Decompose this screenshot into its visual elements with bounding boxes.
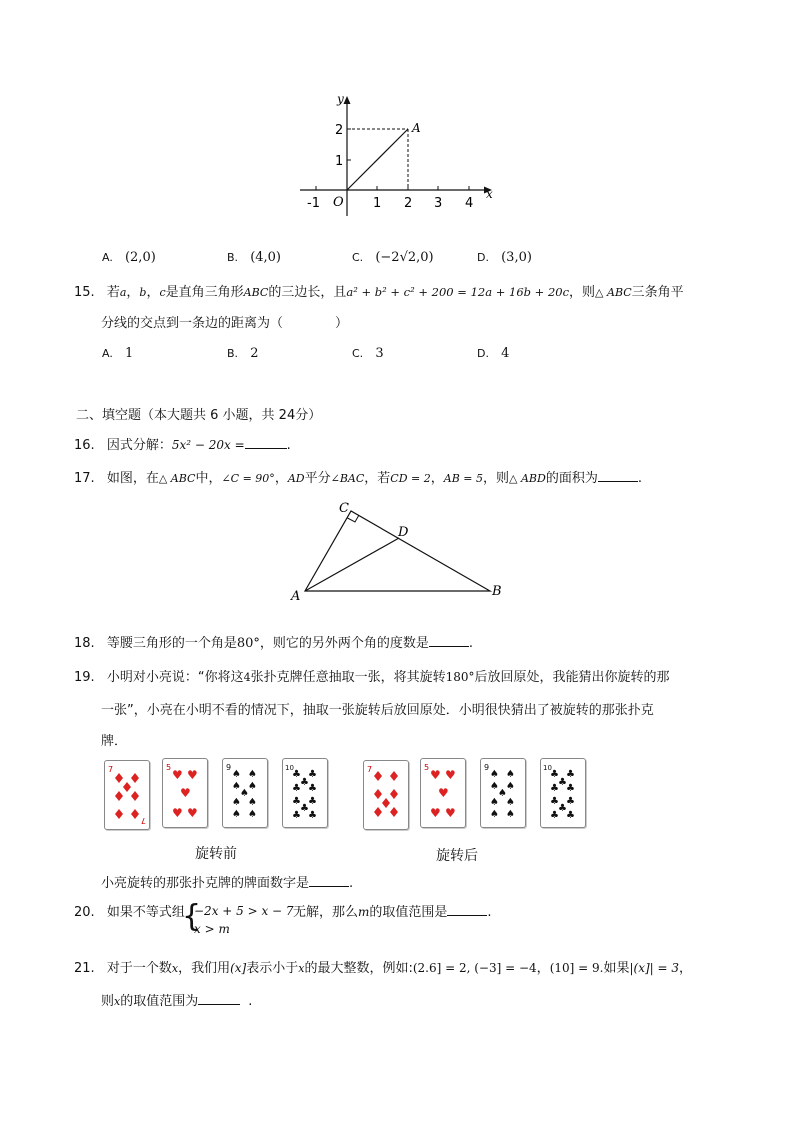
playing-card-7-diamonds-rotated [363, 760, 409, 830]
q20-text: 如果不等式组 [106, 905, 185, 920]
option-value: 4 [501, 346, 510, 361]
q15-option-a [102, 346, 133, 361]
card-rank: 7 [108, 765, 114, 774]
q21-end: . [248, 994, 253, 1009]
q17-text: ，则 [483, 471, 510, 486]
q21-text: 的取值范围为 [120, 994, 199, 1009]
card-rank: 10 [285, 764, 294, 772]
svg-text:♥: ♥ [180, 786, 191, 800]
q17-text: 中， [195, 471, 222, 486]
q21-example: (2.6] = 2, (−3] = −4 [412, 961, 537, 975]
playing-card-9-spades-after [480, 758, 526, 828]
card-rank: 5 [166, 763, 172, 772]
svg-text:♠: ♠ [248, 809, 257, 820]
card-rank: 7 [367, 765, 373, 774]
x-axis-label: x [486, 187, 493, 201]
q21-text: 表示小于 [246, 961, 299, 976]
q19-text: 后放回原处，我能猜出你旋转的那 [474, 670, 670, 685]
q21-example: (10] = 9. [549, 961, 604, 975]
svg-text:♠: ♠ [490, 797, 499, 808]
q14-option-c [352, 250, 434, 265]
option-letter: B. [227, 251, 239, 264]
option-value: (4,0) [250, 250, 282, 265]
svg-text:♠: ♠ [490, 769, 499, 780]
q19-number: 180° [445, 670, 475, 684]
q17-text: ， [430, 471, 444, 486]
svg-text:♣: ♣ [558, 777, 567, 788]
answer-blank[interactable] [245, 436, 287, 449]
origin-label: O [333, 195, 344, 210]
q21-text: 如果 [603, 961, 630, 976]
svg-text:♥: ♥ [438, 786, 449, 800]
triangle-abc: △ ABC [595, 286, 632, 299]
answer-blank[interactable] [447, 903, 487, 916]
svg-text:♣: ♣ [308, 769, 317, 780]
inequality-brace: { [182, 899, 202, 934]
q20-text: 无解，那么 [293, 905, 359, 920]
svg-text:♥: ♥ [187, 806, 198, 820]
vertex-a-label: A [291, 589, 301, 604]
var-x: x [114, 995, 121, 1008]
q15-text: 三条角平 [631, 285, 684, 300]
option-letter: A. [102, 251, 113, 264]
svg-text:♣: ♣ [292, 783, 301, 794]
q21-text: ， [679, 961, 693, 976]
option-letter: D. [477, 251, 489, 264]
y-tick-label: 1 [335, 154, 344, 169]
q21-notation: (x] [230, 961, 247, 975]
svg-text:♣: ♣ [300, 803, 309, 814]
q21-text: ， [536, 961, 550, 976]
svg-text:♣: ♣ [308, 810, 317, 821]
svg-text:♣: ♣ [292, 769, 301, 780]
q17-math: CD = 2 [390, 472, 431, 485]
svg-text:♣: ♣ [550, 796, 559, 807]
question-number: 17. [74, 471, 95, 486]
q19-line3: 牌． [101, 734, 128, 749]
var-x: x [298, 962, 305, 975]
q19-question [101, 872, 353, 891]
caption-after-rotation: 旋转后 [436, 848, 478, 864]
svg-text:♠: ♠ [232, 769, 241, 780]
svg-text:♠: ♠ [240, 788, 249, 799]
svg-text:♠: ♠ [506, 781, 515, 792]
svg-text:♣: ♣ [566, 783, 575, 794]
q20-end: . [487, 905, 492, 920]
coordinate-graph [295, 88, 505, 218]
svg-text:♣: ♣ [292, 796, 301, 807]
q21-condition: |(x]| = 3 [629, 961, 680, 975]
playing-card-10-clubs-after [540, 758, 586, 828]
q18-angle: 80° [236, 636, 260, 651]
svg-text:♣: ♣ [550, 783, 559, 794]
option-value: (3,0) [501, 250, 532, 265]
q14-option-b [227, 250, 281, 265]
q17-text: 平分 [304, 471, 331, 486]
q21-text: 则 [101, 994, 115, 1009]
q17-math: △ ABC [158, 472, 196, 485]
x-tick-label: 3 [434, 196, 443, 211]
q19-ask: 小亮旋转的那张扑克牌的牌面数字是 [101, 876, 310, 891]
svg-text:♣: ♣ [292, 810, 301, 821]
option-letter: C. [352, 347, 364, 360]
svg-text:♣: ♣ [566, 810, 575, 821]
svg-text:♣: ♣ [300, 777, 309, 788]
playing-card-9-spades [222, 758, 268, 828]
svg-text:♠: ♠ [232, 809, 241, 820]
q21-text: ，我们用 [178, 961, 231, 976]
inequality-2: x > m [194, 922, 230, 936]
q21-line2 [101, 990, 252, 1009]
option-value: (−2√2,0) [375, 250, 434, 265]
option-letter: D. [477, 347, 489, 360]
svg-text:♠: ♠ [248, 781, 257, 792]
answer-blank[interactable] [198, 992, 240, 1005]
q18-text: 等腰三角形的一个角是 [106, 636, 237, 651]
q16 [74, 434, 291, 453]
q17-text: ，若 [364, 471, 391, 486]
x-tick-label: -1 [307, 196, 320, 211]
svg-text:♠: ♠ [506, 809, 515, 820]
option-value: (2,0) [124, 250, 156, 265]
var-x: x [171, 962, 179, 975]
q17-math: AD [287, 472, 305, 485]
q18-text: ，则它的另外两个角的度数是 [259, 636, 429, 651]
svg-text:♥: ♥ [445, 768, 456, 782]
q17-text: ， [274, 471, 288, 486]
q17-text: 的面积为 [545, 471, 598, 486]
q15-option-d [477, 346, 509, 361]
svg-text:♥: ♥ [430, 768, 441, 782]
svg-text:♠: ♠ [248, 769, 257, 780]
q15-line2: 分线的交点到一条边的距离为（ ） [101, 316, 349, 331]
vertex-c-label: C [339, 501, 349, 516]
q17-math: △ ABD [509, 472, 546, 485]
svg-text:♥: ♥ [430, 806, 441, 820]
point-d-label: D [398, 525, 409, 540]
q15-option-c [352, 346, 384, 361]
option-value: 2 [250, 346, 259, 361]
svg-text:♠: ♠ [490, 781, 499, 792]
option-value: 1 [124, 346, 134, 361]
triangle-abc: ABC [243, 286, 269, 299]
q15-line1 [74, 281, 684, 304]
q19-number: 4 [243, 671, 251, 684]
card-rank: 9 [226, 763, 232, 772]
q14-option-d [477, 250, 532, 265]
q17 [74, 467, 642, 486]
q15-text: 若 [106, 285, 120, 300]
q17-end: . [637, 471, 642, 486]
section-heading: 二、填空题（本大题共 6 小题，共 24分） [76, 408, 322, 423]
answer-blank[interactable] [309, 874, 349, 887]
q21-text: 的最大整数，例如: [304, 961, 413, 976]
q15-text: ， [146, 285, 160, 300]
q20 [74, 901, 185, 920]
question-number: 21. [74, 961, 95, 976]
q14-option-a [102, 250, 156, 265]
q19-line2: 一张”，小亮在小明不看的情况下，抽取一张旋转后放回原处．小明很快猜出了被旋转的那张扑克 [101, 703, 654, 718]
vertex-b-label: B [492, 584, 502, 599]
option-letter: B. [227, 347, 239, 360]
q21-line1 [74, 957, 692, 976]
question-number: 16. [74, 438, 95, 453]
svg-text:♣: ♣ [308, 796, 317, 807]
x-tick-label: 4 [465, 196, 474, 211]
svg-text:♣: ♣ [550, 810, 559, 821]
q19-end: . [349, 876, 354, 891]
answer-blank[interactable] [429, 634, 469, 647]
question-number: 18. [74, 636, 95, 651]
svg-text:♥: ♥ [172, 806, 183, 820]
q15-option-b [227, 346, 258, 361]
svg-text:♣: ♣ [308, 783, 317, 794]
option-letter: A. [102, 347, 113, 360]
q15-text: 是直角三角形 [165, 285, 244, 300]
playing-card-5-hearts-after [420, 758, 466, 828]
q18-end: . [468, 636, 474, 651]
q17-math: ∠C = 90° [221, 472, 275, 485]
q17-math: AB = 5 [443, 472, 484, 485]
triangle-diagram [285, 498, 510, 606]
svg-text:♥: ♥ [187, 768, 198, 782]
q20-rest [293, 901, 492, 920]
option-value: 3 [375, 346, 384, 361]
svg-text:♣: ♣ [558, 803, 567, 814]
q19-text: 小明对小亮说：“你将这 [106, 670, 244, 685]
answer-blank[interactable] [598, 469, 638, 482]
svg-text:♠: ♠ [506, 797, 515, 808]
playing-card-10-clubs [282, 758, 328, 828]
q15-text: ，则 [569, 285, 596, 300]
var-m: m [358, 905, 370, 919]
x-tick-label: 2 [404, 196, 413, 211]
svg-text:♥: ♥ [445, 806, 456, 820]
q19-line1 [74, 666, 670, 685]
svg-text:♠: ♠ [248, 797, 257, 808]
card-rank: 5 [424, 763, 430, 772]
svg-text:♣: ♣ [566, 769, 575, 780]
q16-expression: 5x² − 20x = [171, 438, 245, 452]
option-letter: C. [352, 251, 364, 264]
question-number: 19. [74, 670, 95, 685]
svg-text:♥: ♥ [172, 768, 183, 782]
q16-end: . [286, 438, 291, 453]
svg-text:♠: ♠ [490, 809, 499, 820]
var-a: a [119, 286, 127, 299]
svg-text:♠: ♠ [498, 788, 507, 799]
q17-text: 如图，在 [106, 471, 159, 486]
y-axis-label: y [337, 92, 344, 106]
q21-text: 对于一个数 [106, 961, 172, 976]
card-rank: 9 [484, 763, 490, 772]
svg-text:7: 7 [140, 816, 146, 825]
inequality-1: −2x + 5 > x − 7 [194, 904, 294, 918]
svg-text:♣: ♣ [550, 769, 559, 780]
q20-text: 的取值范围是 [369, 905, 448, 920]
point-a-label: A [412, 121, 421, 135]
svg-text:♣: ♣ [566, 796, 575, 807]
q17-math: ∠BAC [330, 472, 365, 485]
q19-text: 张扑克牌任意抽取一张，将其旋转 [250, 670, 446, 685]
q15-text: ， [126, 285, 140, 300]
question-number: 15. [74, 285, 95, 300]
q16-text: 因式分解： [106, 438, 172, 453]
q15-equation: a² + b² + c² + 200 = 12a + 16b + 20c [346, 285, 570, 299]
y-tick-label: 2 [335, 123, 344, 138]
svg-text:♠: ♠ [232, 781, 241, 792]
playing-card-7-diamonds [104, 760, 150, 830]
caption-before-rotation: 旋转前 [195, 846, 237, 862]
svg-text:♠: ♠ [506, 769, 515, 780]
q15-text: 的三边长，且 [268, 285, 347, 300]
svg-text:♠: ♠ [232, 797, 241, 808]
var-c: c [159, 286, 166, 299]
x-tick-label: 1 [373, 196, 382, 211]
card-rank: 10 [543, 764, 552, 772]
question-number: 20. [74, 905, 95, 920]
playing-card-5-hearts [162, 758, 208, 828]
q18 [74, 632, 473, 651]
var-b: b [139, 286, 147, 299]
